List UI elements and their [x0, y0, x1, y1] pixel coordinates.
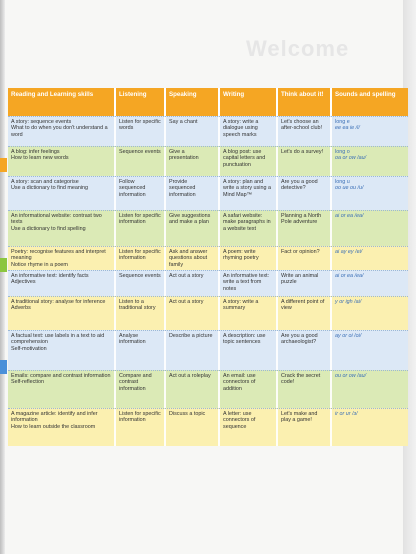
- writing-text: A story: write a summary: [223, 299, 259, 312]
- book-spine: [0, 0, 5, 554]
- cell-think: [278, 211, 332, 246]
- table-row: [8, 116, 408, 146]
- writing-text: A description: use topic sentences: [223, 333, 266, 346]
- cell-speaking: [166, 371, 220, 408]
- cell-listening: [116, 371, 166, 408]
- cell-listening: [116, 117, 166, 146]
- cell-think: [278, 409, 332, 446]
- cell-reading: [8, 247, 116, 270]
- writing-text: An email: use connectors of addition: [223, 373, 256, 392]
- cell-speaking: [166, 177, 220, 210]
- listening-text: Sequence events: [119, 149, 161, 155]
- reading-text: An informational website: contrast two texts: [11, 213, 102, 226]
- cell-listening: [116, 271, 166, 296]
- page-heading-faded: Welcome: [246, 36, 350, 61]
- cell-sounds: [332, 147, 408, 176]
- edge-tab-green: [0, 258, 7, 272]
- sounds-text: long e: [335, 119, 350, 125]
- think-text: Planning a North Pole adventure: [281, 213, 322, 226]
- table-row: [8, 210, 408, 246]
- syllabus-table: [8, 88, 408, 446]
- writing-text: A story: write a dialogue using speech marks: [223, 119, 259, 138]
- speaking-text: Give suggestions and make a plan: [169, 213, 211, 226]
- table-header-row: [8, 88, 408, 116]
- speaking-text: Describe a picture: [169, 333, 213, 339]
- sounds-text: ai or ea /ea/: [335, 213, 364, 219]
- writing-text: A poem: write rhyming poetry: [223, 249, 259, 262]
- reading-text: Self-motivation: [11, 345, 47, 352]
- cell-sounds: [332, 331, 408, 370]
- think-text: Fact or opinion?: [281, 249, 320, 255]
- cell-speaking: [166, 147, 220, 176]
- cell-sounds: [332, 371, 408, 408]
- cell-speaking: [166, 331, 220, 370]
- sounds-text: long u: [335, 179, 350, 185]
- cell-speaking: [166, 409, 220, 446]
- header-sounds-spelling: Sounds and spelling: [332, 88, 408, 116]
- cell-listening: [116, 147, 166, 176]
- listening-text: Sequence events: [119, 273, 161, 279]
- edge-tab-orange: [0, 158, 7, 172]
- writing-text: A letter: use connectors of sequence: [223, 411, 256, 430]
- reading-text: A traditional story: analyse for inference: [11, 299, 106, 305]
- reading-text: A factual text: use labels in a text to aid comprehension: [11, 333, 105, 346]
- speaking-text: Ask and answer questions about family: [169, 249, 208, 268]
- think-text: Are you a good archaeologist?: [281, 333, 318, 346]
- cell-reading: [8, 147, 116, 176]
- speaking-text: Provide sequenced information: [169, 179, 196, 198]
- speaking-text: Give a presentation: [169, 149, 199, 162]
- cell-reading: [8, 409, 116, 446]
- cell-speaking: [166, 117, 220, 146]
- cell-sounds: [332, 297, 408, 330]
- cell-writing: [220, 177, 278, 210]
- table-row: [8, 370, 408, 408]
- listening-text: Compare and contrast information: [119, 373, 152, 392]
- sounds-text: y or igh /ai/: [335, 299, 362, 305]
- writing-text: A story: plan and write a story using a Mind Map™: [223, 179, 271, 198]
- cell-reading: [8, 371, 116, 408]
- cell-speaking: [166, 247, 220, 270]
- sounds-text: oo ue ou /u/: [335, 185, 364, 192]
- table-row: [8, 296, 408, 330]
- sounds-text: oa or ow /au/: [335, 155, 367, 162]
- table-row: [8, 330, 408, 370]
- cell-reading: [8, 177, 116, 210]
- cell-sounds: [332, 409, 408, 446]
- reading-text: How to learn new words: [11, 155, 69, 162]
- cell-think: [278, 177, 332, 210]
- sounds-text: ee ea ie /i/: [335, 125, 360, 132]
- think-text: Let's do a survey!: [281, 149, 324, 155]
- speaking-text: Act out a roleplay: [169, 373, 211, 379]
- sounds-text: ou or ow /au/: [335, 373, 367, 379]
- cell-sounds: [332, 271, 408, 296]
- reading-text: Self-reflection: [11, 379, 44, 386]
- sounds-text: ai or ea /ea/: [335, 273, 364, 279]
- reading-text: Adjectives: [11, 279, 36, 286]
- cell-sounds: [332, 177, 408, 210]
- speaking-text: Discuss a topic: [169, 411, 206, 417]
- cell-think: [278, 271, 332, 296]
- reading-text: Notice rhyme in a poem: [11, 261, 68, 268]
- cell-reading: [8, 271, 116, 296]
- cell-writing: [220, 409, 278, 446]
- cell-think: [278, 117, 332, 146]
- cell-speaking: [166, 297, 220, 330]
- sounds-text: ai ay ey /ei/: [335, 249, 363, 255]
- cell-writing: [220, 211, 278, 246]
- cell-writing: [220, 147, 278, 176]
- cell-writing: [220, 247, 278, 270]
- cell-speaking: [166, 271, 220, 296]
- reading-text: A blog: infer feelings: [11, 149, 60, 155]
- cell-speaking: [166, 211, 220, 246]
- think-text: Let's choose an after-school club!: [281, 119, 323, 132]
- sounds-text: ay or oi /oi/: [335, 333, 362, 339]
- listening-text: Listen for specific information: [119, 213, 161, 226]
- writing-text: A safari website: make paragraphs in a website text: [223, 213, 271, 232]
- listening-text: Listen for specific information: [119, 411, 161, 424]
- cell-listening: [116, 297, 166, 330]
- cell-listening: [116, 211, 166, 246]
- sounds-text: long o: [335, 149, 350, 155]
- reading-text: Emails: compare and contrast information: [11, 373, 111, 379]
- think-text: Crack the secret code!: [281, 373, 321, 386]
- sounds-text: ir or ur /ɜ/: [335, 411, 358, 417]
- cell-reading: [8, 117, 116, 146]
- think-text: A different point of view: [281, 299, 325, 312]
- reading-text: A story: scan and categorise: [11, 179, 79, 185]
- writing-text: A blog post: use capital letters and punctuation: [223, 149, 266, 168]
- cell-think: [278, 371, 332, 408]
- think-text: Let's make and play a game!: [281, 411, 318, 424]
- cell-writing: [220, 117, 278, 146]
- cell-listening: [116, 247, 166, 270]
- table-row: [8, 146, 408, 176]
- writing-text: An informative text: write a text from notes: [223, 273, 270, 292]
- cell-sounds: [332, 247, 408, 270]
- table-row: [8, 246, 408, 270]
- reading-text: Use a dictionary to find spelling: [11, 225, 86, 232]
- cell-think: [278, 297, 332, 330]
- reading-text: Use a dictionary to find meaning: [11, 185, 89, 192]
- cell-think: [278, 147, 332, 176]
- header-reading: Reading and Learning skills: [8, 88, 116, 116]
- reading-text: Poetry: recognise features and interpret meaning: [11, 249, 106, 262]
- header-listening: Listening: [116, 88, 166, 116]
- cell-writing: [220, 297, 278, 330]
- cell-listening: [116, 177, 166, 210]
- think-text: Are you a good detective?: [281, 179, 318, 192]
- cell-writing: [220, 371, 278, 408]
- reading-text: Adverbs: [11, 305, 31, 312]
- listening-text: Listen for specific words: [119, 119, 161, 132]
- cell-writing: [220, 271, 278, 296]
- cell-listening: [116, 331, 166, 370]
- listening-text: Listen to a traditional story: [119, 299, 156, 312]
- header-speaking: Speaking: [166, 88, 220, 116]
- listening-text: Analyse information: [119, 333, 146, 346]
- table-row: [8, 408, 408, 446]
- reading-text: A story: sequence events: [11, 119, 72, 125]
- reading-text: How to learn outside the classroom: [11, 423, 96, 430]
- speaking-text: Say a chant: [169, 119, 198, 125]
- header-writing: Writing: [220, 88, 278, 116]
- think-text: Write an animal puzzle: [281, 273, 319, 286]
- table-row: [8, 176, 408, 210]
- cell-sounds: [332, 117, 408, 146]
- table-body: [8, 116, 408, 446]
- speaking-text: Act out a story: [169, 273, 204, 279]
- listening-text: Listen for specific information: [119, 249, 161, 262]
- cell-reading: [8, 211, 116, 246]
- listening-text: Follow sequenced information: [119, 179, 146, 198]
- cell-listening: [116, 409, 166, 446]
- cell-reading: [8, 331, 116, 370]
- cell-sounds: [332, 211, 408, 246]
- speaking-text: Act out a story: [169, 299, 204, 305]
- table-row: [8, 270, 408, 296]
- header-think-about-it: Think about it!: [278, 88, 332, 116]
- reading-text: What to do when you don't understand a word: [11, 125, 108, 138]
- edge-tab-blue: [0, 360, 7, 374]
- cell-reading: [8, 297, 116, 330]
- cell-writing: [220, 331, 278, 370]
- reading-text: A magazine article: identify and infer information: [11, 411, 98, 424]
- cell-think: [278, 331, 332, 370]
- reading-text: An informative text: identify facts: [11, 273, 89, 279]
- cell-think: [278, 247, 332, 270]
